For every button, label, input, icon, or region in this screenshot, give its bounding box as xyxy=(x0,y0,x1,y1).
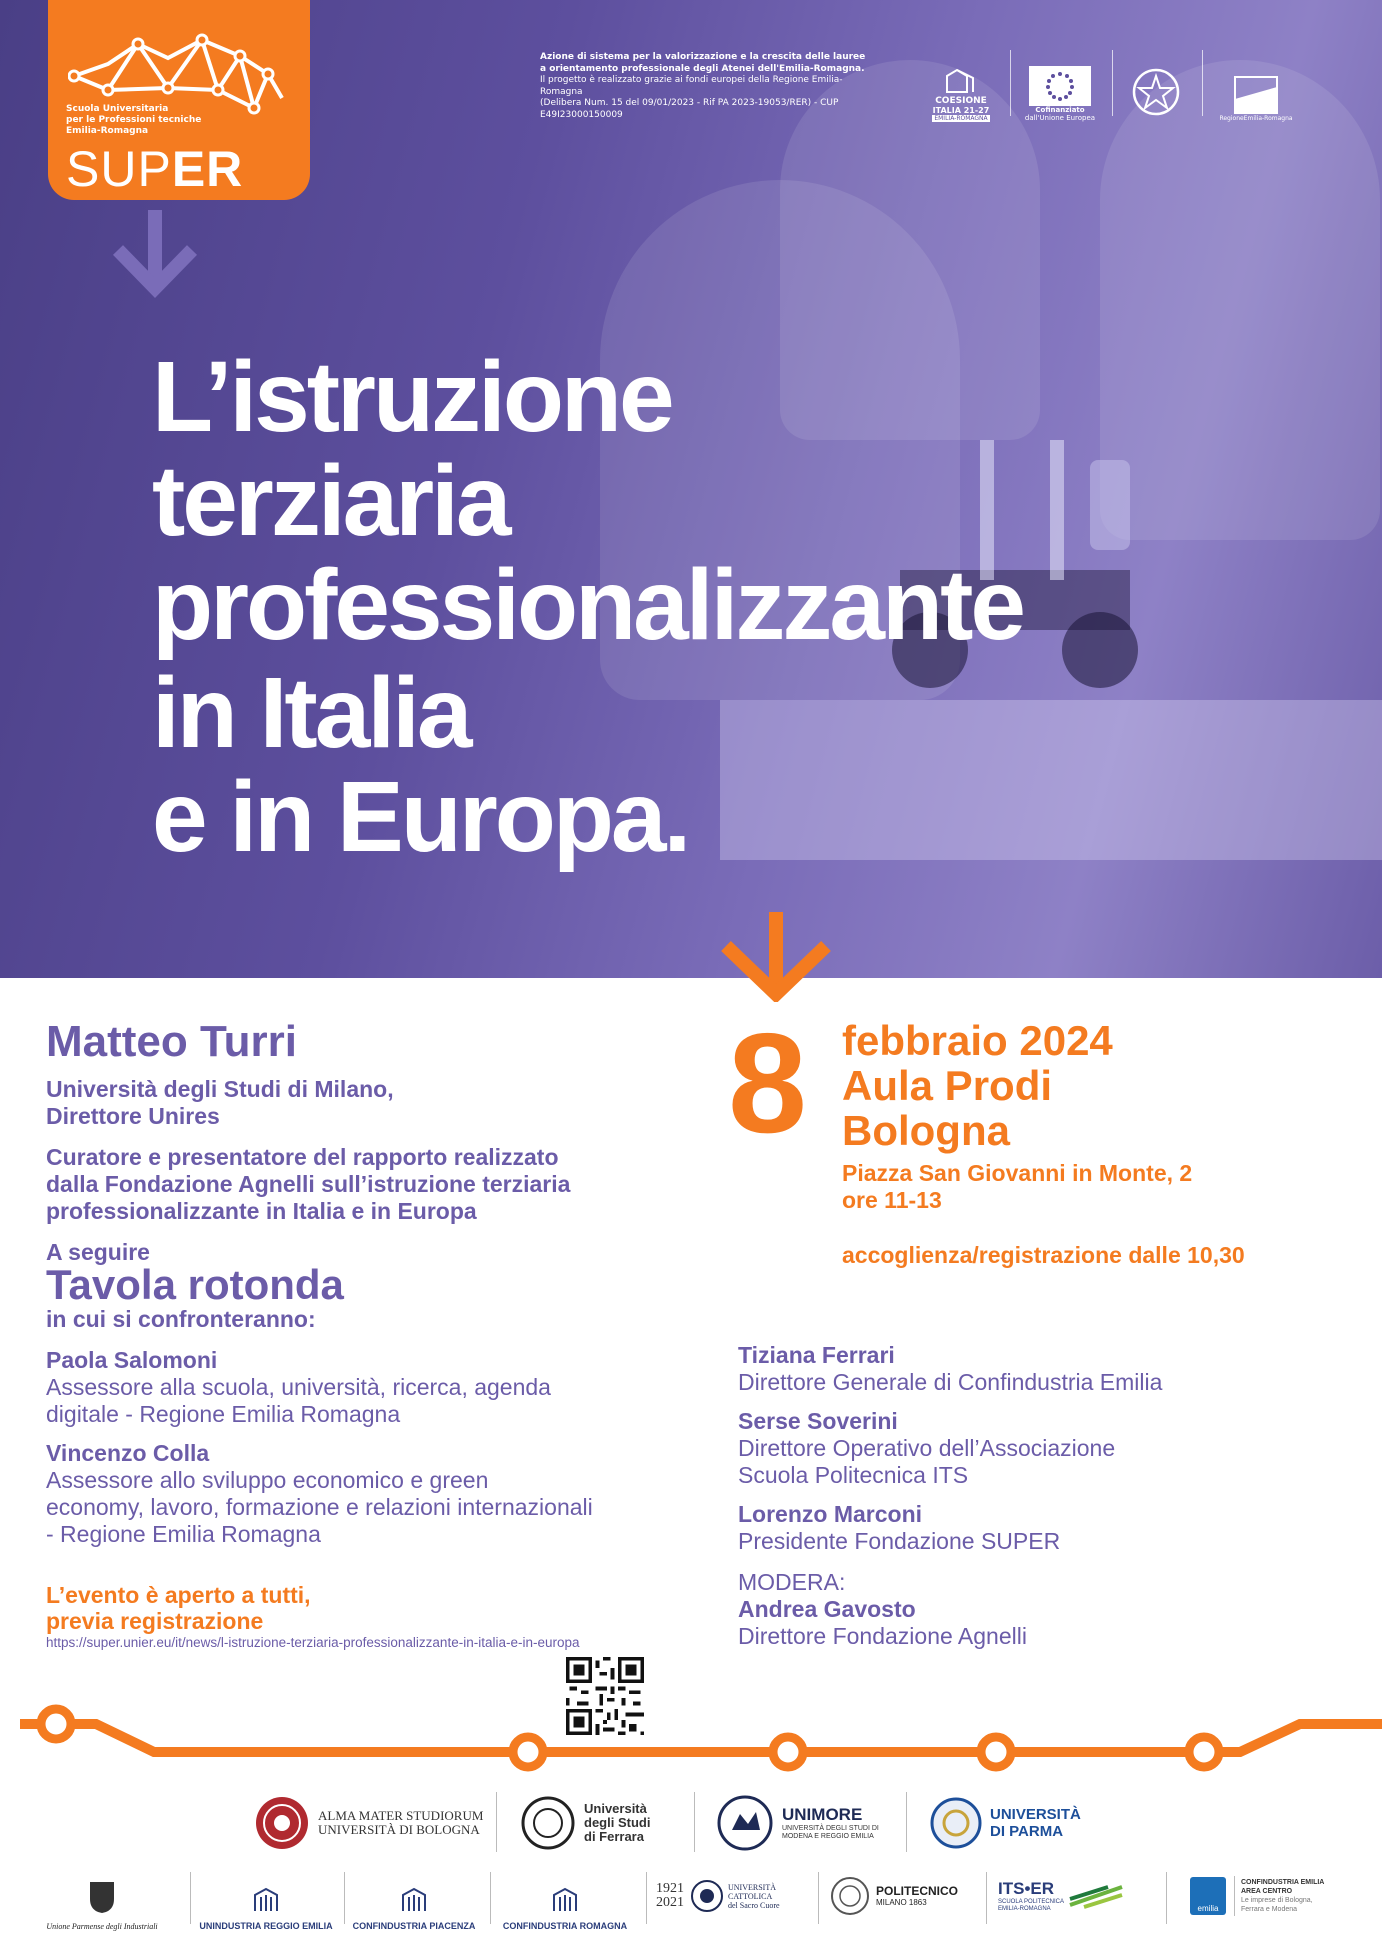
confindustria-emilia-logo: emilia CONFINDUSTRIA EMILIA AREA CENTRO Le imprese di Bologna, Ferrara e Modena xyxy=(1190,1860,1340,1932)
headline-line: in Italia xyxy=(152,657,470,769)
participant-role: economy, lavoro, formazione e relazioni internazionali xyxy=(46,1494,593,1520)
headline-line: professionalizzante xyxy=(152,549,1023,661)
coesione-icon xyxy=(943,66,979,96)
participant-role: Scuola Politecnica ITS xyxy=(738,1462,969,1488)
speaker-affiliation: Direttore Unires xyxy=(46,1103,220,1129)
roundtable-intro: A seguire xyxy=(46,1239,150,1265)
logo-divider xyxy=(1166,1872,1167,1924)
event-date-venue xyxy=(842,1018,1113,1153)
headline-line: e in Europa. xyxy=(152,761,689,873)
moderator-block xyxy=(738,1569,1338,1650)
logo-divider xyxy=(646,1872,647,1924)
timeline-stop xyxy=(41,1709,71,1739)
participant-block xyxy=(738,1342,1338,1396)
unife-seal-icon xyxy=(520,1795,576,1851)
moderator-label: MODERA: xyxy=(738,1569,846,1595)
confindustria-romagna-logo: CONFINDUSTRIA ROMAGNA xyxy=(500,1860,630,1932)
participant-role: digitale - Regione Emilia Romagna xyxy=(46,1401,401,1427)
program-right-column xyxy=(738,1342,1338,1650)
logo-subtitle: Scuola Universitaria per le Professioni tecniche Emilia-Romagna xyxy=(66,104,202,136)
event-welcome: accoglienza/registrazione dalle 10,30 xyxy=(842,1242,1245,1268)
unife-logo: Università degli Studi di Ferrara xyxy=(520,1786,650,1860)
timeline-stop xyxy=(773,1737,803,1767)
unicatt-logo: 1921 2021 UNIVERSITÀ CATTOLICA del Sacro Cuore xyxy=(656,1860,796,1932)
speaker-description: professionalizzante in Italia e in Europa xyxy=(46,1198,477,1224)
timeline-stop xyxy=(1189,1737,1219,1767)
logo-divider xyxy=(344,1872,345,1924)
participant-name: Lorenzo Marconi xyxy=(738,1501,923,1527)
participant-role: Assessore allo sviluppo economico e green xyxy=(46,1467,489,1493)
logo-divider xyxy=(694,1792,695,1852)
logo-divider xyxy=(190,1872,191,1924)
event-day: 8 xyxy=(728,1004,807,1163)
unipr-seal-icon xyxy=(930,1797,982,1849)
industry-partners xyxy=(0,1860,1382,1936)
logo-divider xyxy=(1010,50,1011,116)
arrow-down-icon xyxy=(112,210,198,300)
polimi-seal-icon xyxy=(830,1876,870,1916)
confindustria-icon xyxy=(251,1885,281,1915)
regione-logo: RegioneEmilia-Romagna xyxy=(1216,46,1296,122)
logo-divider xyxy=(818,1872,819,1924)
logo-divider xyxy=(906,1792,907,1852)
timeline-stop xyxy=(513,1737,543,1767)
logo-divider xyxy=(1112,50,1113,116)
logo-divider xyxy=(490,1872,491,1924)
unibo-seal-icon xyxy=(254,1795,310,1851)
eu-logo: Cofinanziato dall'Unione Europea xyxy=(1020,46,1100,122)
headline-line: terziaria xyxy=(152,445,509,557)
logo-divider xyxy=(496,1792,497,1852)
participant-block xyxy=(738,1501,1338,1555)
regione-icon xyxy=(1233,75,1279,115)
participant-name: Serse Soverini xyxy=(738,1408,898,1434)
participant-role: Direttore Operativo dell’Associazione xyxy=(738,1435,1116,1461)
headline xyxy=(152,341,1252,873)
program-left-column xyxy=(46,1018,686,1651)
university-partners xyxy=(0,1786,1382,1866)
polimi-logo: POLITECNICO MILANO 1863 xyxy=(830,1860,970,1932)
event-venue: Aula Prodi xyxy=(842,1062,1053,1109)
registration-block xyxy=(46,1582,686,1651)
timeline-decoration xyxy=(0,1690,1382,1800)
timeline-stop xyxy=(981,1737,1011,1767)
participant-role: - Regione Emilia Romagna xyxy=(46,1521,321,1547)
participant-name: Vincenzo Colla xyxy=(46,1440,210,1466)
arrow-down-icon xyxy=(718,912,834,1002)
participant-role: Direttore Generale di Confindustria Emilia xyxy=(738,1369,1163,1395)
italian-republic-emblem xyxy=(1126,46,1186,122)
logo-divider xyxy=(1202,50,1203,116)
speaker-name: Matteo Turri xyxy=(46,1017,297,1066)
speaker-affiliation: Università degli Studi di Milano, xyxy=(46,1076,394,1102)
unicatt-seal-icon xyxy=(690,1879,724,1913)
participant-name: Tiziana Ferrari xyxy=(738,1342,895,1368)
unibo-logo: ALMA MATER STUDIORUM UNIVERSITÀ DI BOLOGNA xyxy=(254,1786,483,1860)
confindustria-icon xyxy=(399,1885,429,1915)
event-city: Bologna xyxy=(842,1107,1010,1154)
participant-name: Paola Salomoni xyxy=(46,1347,218,1373)
top-partner-logos xyxy=(926,46,1346,126)
event-address: Piazza San Giovanni in Monte, 2 ore 11-13 xyxy=(842,1160,1193,1213)
logo-divider xyxy=(986,1872,987,1924)
eu-flag-icon xyxy=(1029,66,1091,106)
coesione-logo: COESIONE ITALIA 21-27 EMILIA-ROMAGNA xyxy=(926,46,996,122)
speaker-description: Curatore e presentatore del rapporto realizzato xyxy=(46,1144,559,1170)
unimore-logo: UNIMORE UNIVERSITÀ DEGLI STUDI DI MODENA E REGGIO EMILIA xyxy=(716,1786,879,1860)
participant-role: Assessore alla scuola, università, ricerca, agenda xyxy=(46,1374,551,1400)
moderator-role: Direttore Fondazione Agnelli xyxy=(738,1623,1027,1649)
registration-note: L’evento è aperto a tutti, xyxy=(46,1582,311,1608)
speaker-description: dalla Fondazione Agnelli sull’istruzione terziaria xyxy=(46,1171,571,1197)
funding-notice: Azione di sistema per la valorizzazione e la crescita delle lauree a orientamento professionale degli Atenei dell'Emilia-Romagna. Il progetto è realizzato grazie ai fondi europei della Regione Emilia-Romagna (Delibera Num. 15 del 09/01/2023 - Rif PA 2023-19053/RER) - CUP E49I23000150009 xyxy=(540,52,866,120)
confindustria-piacenza-logo: CONFINDUSTRIA PIACENZA xyxy=(354,1860,474,1932)
roundtable-title: Tavola rotonda xyxy=(46,1261,344,1308)
super-logo xyxy=(48,0,310,200)
unindustria-reggio-logo: UNINDUSTRIA REGGIO EMILIA xyxy=(206,1860,326,1932)
participant-block xyxy=(46,1347,686,1428)
republic-emblem-icon xyxy=(1131,64,1181,122)
itser-logo: ITS•ER SCUOLA POLITECNICA EMILIA-ROMAGNA xyxy=(998,1860,1148,1932)
participant-block xyxy=(46,1440,686,1548)
event-month-year: febbraio 2024 xyxy=(842,1017,1113,1064)
upi-crest-icon xyxy=(87,1879,117,1915)
logo-wordmark: SUPER xyxy=(66,141,244,197)
moderator-name: Andrea Gavosto xyxy=(738,1596,916,1622)
upi-logo: Unione Parmense degli Industriali xyxy=(42,1860,162,1932)
confindustria-icon xyxy=(550,1885,580,1915)
registration-note: previa registrazione xyxy=(46,1608,264,1634)
participant-block xyxy=(738,1408,1338,1489)
itser-stripes-icon xyxy=(1068,1883,1124,1909)
unipr-logo: UNIVERSITÀ DI PARMA xyxy=(930,1786,1081,1860)
headline-line: L’istruzione xyxy=(152,341,672,453)
roundtable-subtitle: in cui si confronteranno: xyxy=(46,1306,316,1332)
participant-role: Presidente Fondazione SUPER xyxy=(738,1528,1061,1554)
emilia-badge: emilia xyxy=(1190,1877,1226,1915)
unimore-seal-icon xyxy=(716,1794,774,1852)
registration-link[interactable]: https://super.unier.eu/it/news/l-istruzione-terziaria-professionalizzante-in-italia-e-in-europa xyxy=(46,1635,580,1650)
